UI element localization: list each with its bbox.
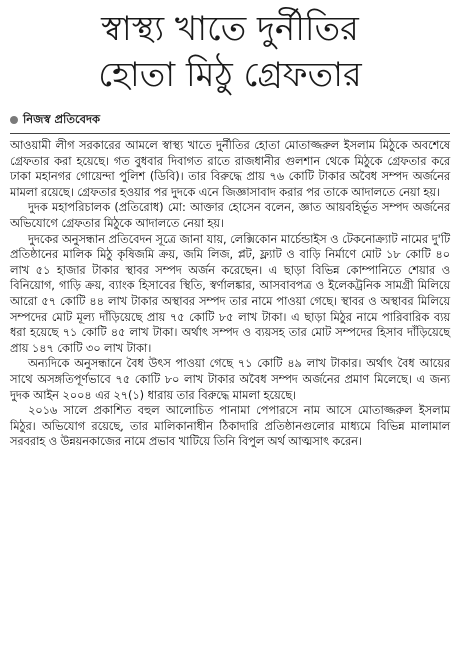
paragraph: আওয়ামী লীগ সরকারের আমলে স্বাস্থ্য খাতে দুর্নীতির হোতা মোতাজ্জরুল ইসলাম মিঠুকে অবশেষে গ্রেফতার করা হয়েছে। গত বুধবার দিবাগত রাতে রাজধানীর গুলশান থেকে মিঠুকে গ্রেফতার করে ঢাকা মহানগর গোয়েন্দা পুলিশ (ডিবি)। তার বিরুদ্ধে প্রায় ৭৬ কোটি টাকার অবৈধ সম্পদ অর্জনের মামলা রয়েছে। গ্রেফতার হওয়ার পর দুদকে এনে জিজ্ঞাসাবাদ করার পর তাকে আদালতে নেয়া হয়। bbox=[10, 138, 450, 199]
paragraph: দুদক মহাপরিচালক (প্রতিরোধ) মো: আক্তার হোসেন বলেন, জ্ঞাত আয়বহির্ভূত সম্পদ অর্জনের অভিযোগে গ্রেফতার মিঠুকে আদালতে নেয়া হয়। bbox=[10, 200, 450, 230]
headline-line-1: স্বাস্থ্য খাতে দুর্নীতির bbox=[101, 9, 359, 49]
paragraph: ২০১৬ সালে প্রকাশিত বহুল আলোচিত পানামা পেপারসে নাম আসে মোতাজ্জরুল ইসলাম মিঠুর। অভিযোগ রয়েছে, তার মালিকানাধীন ঠিকাদারি প্রতিষ্ঠানগুলোর মাধ্যমে বিভিন্ন মালামাল সরবরাহ ও উন্নয়নকাজের নামে প্রভাব খাটিয়ে তিনি বিপুল অর্থ আত্মসাৎ করেন। bbox=[10, 403, 450, 449]
bullet-icon bbox=[10, 116, 18, 124]
headline bbox=[10, 0, 450, 98]
byline bbox=[10, 112, 450, 128]
headline-line-2: হোতা মিঠু গ্রেফতার bbox=[98, 55, 362, 95]
paragraph: দুদকের অনুসন্ধান প্রতিবেদন সূত্রে জানা যায়, লেক্সিকোন মার্চেন্ডাইস ও টেকনোক্র্যাট নামের দু'টি প্রতিষ্ঠানের মালিক মিঠু কৃষিজমি ক্রয়, জমি লিজ, প্লট, ফ্ল্যাট ও বাড়ি নির্মাণে মোট ১৮ কোটি ৪০ লাখ ৫১ হাজার টাকার স্থাবর সম্পদ অর্জন করেছেন। এ ছাড়া বিভিন্ন কোম্পানিতে শেয়ার ও বিনিয়োগ, গাড়ি ক্রয়, ব্যাংক হিসাবের স্থিতি, স্বর্ণালঙ্কার, আসবাবপত্র ও ইলেকট্রনিক সামগ্রী মিলিয়ে আরো ৫৭ কোটি ৪৪ লাখ টাকার অস্থাবর সম্পদ তার নামে পাওয়া গেছে। স্থাবর ও অস্থাবর মিলিয়ে সম্পদের মোট মূল্য দাঁড়িয়েছে প্রায় ৭৫ কোটি ৮৫ লাখ টাকা। এ ছাড়া মিঠুর নামে পারিবারিক ব্যয় ধরা হয়েছে ৭১ কোটি ৪৫ লাখ টাকা। অর্থাৎ সম্পদ ও ব্যয়সহ তার মোট সম্পদের হিসাব দাঁড়িয়েছে প্রায় ১৪৭ কোটি ৩০ লাখ টাকা। bbox=[10, 231, 450, 355]
article-body bbox=[10, 138, 450, 450]
paragraph: অন্যদিকে অনুসন্ধানে বৈধ উৎস পাওয়া গেছে ৭১ কোটি ৪৯ লাখ টাকার। অর্থাৎ বৈধ আয়ের সাথে অসঙ্গতিপূর্ণভাবে ৭৫ কোটি ৮০ লাখ টাকার অবৈধ সম্পদ অর্জনের প্রমাণ মিলেছে। এ জন্য দুদক আইন ২০০৪ এর ২৭(১) ধারায় তার বিরুদ্ধে মামলা হয়েছে। bbox=[10, 356, 450, 402]
divider bbox=[10, 133, 450, 134]
byline-text: নিজস্ব প্রতিবেদক bbox=[23, 111, 101, 126]
